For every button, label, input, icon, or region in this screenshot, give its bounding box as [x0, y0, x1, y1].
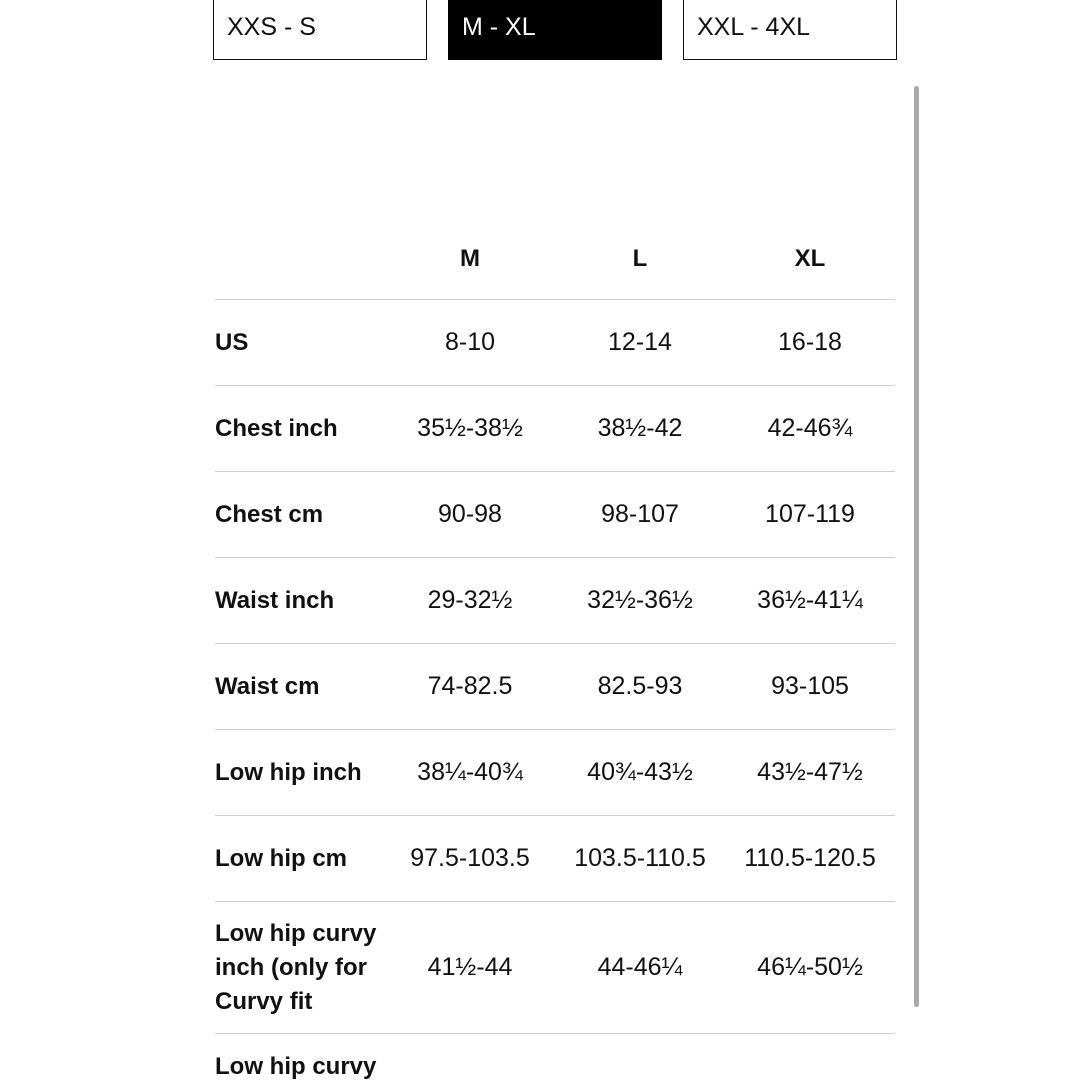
row-label: Low hip curvy inch (only for Curvy fit	[215, 919, 377, 1015]
tab-xxl-4xl[interactable]: XXL - 4XL	[683, 0, 897, 60]
table-cell: 46¼-50½	[757, 953, 863, 981]
table-row	[215, 300, 895, 386]
table-cell: 41½-44	[427, 953, 513, 981]
table-cell: 97.5-103.5	[410, 844, 530, 872]
table-cell: 29-32½	[427, 586, 513, 614]
size-range-tabs	[213, 0, 897, 60]
row-label: Low hip inch	[215, 758, 362, 786]
table-row	[215, 902, 895, 1034]
table-row	[215, 386, 895, 472]
table-row	[215, 816, 895, 902]
row-label: Low hip curvy	[215, 1053, 377, 1080]
table-cell: 16-18	[778, 328, 842, 356]
column-header: L	[632, 244, 648, 272]
tab-xxs-s[interactable]: XXS - S	[213, 0, 427, 60]
table-cell: 32½-36½	[587, 586, 693, 614]
table-row	[215, 558, 895, 644]
table-cell: 98-107	[601, 500, 679, 528]
table-cell: 12-14	[608, 328, 672, 356]
table-cell: 93-105	[771, 672, 849, 700]
table-cell: 107-119	[765, 500, 855, 528]
column-header: M	[460, 244, 480, 272]
scrollbar[interactable]	[914, 86, 919, 1007]
table-cell: 44-46¼	[597, 953, 683, 981]
table-cell: 82.5-93	[597, 672, 683, 700]
table-cell: 40¾-43½	[587, 758, 693, 786]
table-cell: 36½-41¼	[757, 586, 863, 614]
row-label: Chest cm	[215, 500, 324, 528]
row-label: US	[215, 328, 249, 356]
table-cell: 35½-38½	[417, 414, 523, 442]
table-row	[215, 644, 895, 730]
table-row	[215, 1034, 895, 1092]
size-table	[215, 218, 895, 1092]
row-label: Chest inch	[215, 414, 338, 442]
table-cell: 38½-42	[597, 414, 683, 442]
table-cell: 90-98	[438, 500, 502, 528]
column-header: XL	[794, 244, 826, 272]
table-cell: 42-46¾	[767, 414, 853, 442]
table-cell: 43½-47½	[757, 758, 863, 786]
table-row	[215, 730, 895, 816]
row-label: Waist cm	[215, 672, 320, 700]
table-cell: 38¼-40¾	[417, 758, 523, 786]
tab-m-xl[interactable]: M - XL	[448, 0, 662, 60]
table-cell: 110.5-120.5	[744, 844, 876, 872]
row-label: Waist inch	[215, 586, 335, 614]
table-row	[215, 472, 895, 558]
table-header-row	[215, 218, 895, 300]
table-cell: 103.5-110.5	[574, 844, 706, 872]
table-cell: 74-82.5	[427, 672, 513, 700]
row-label: Low hip cm	[215, 844, 347, 872]
table-cell: 8-10	[444, 328, 496, 356]
